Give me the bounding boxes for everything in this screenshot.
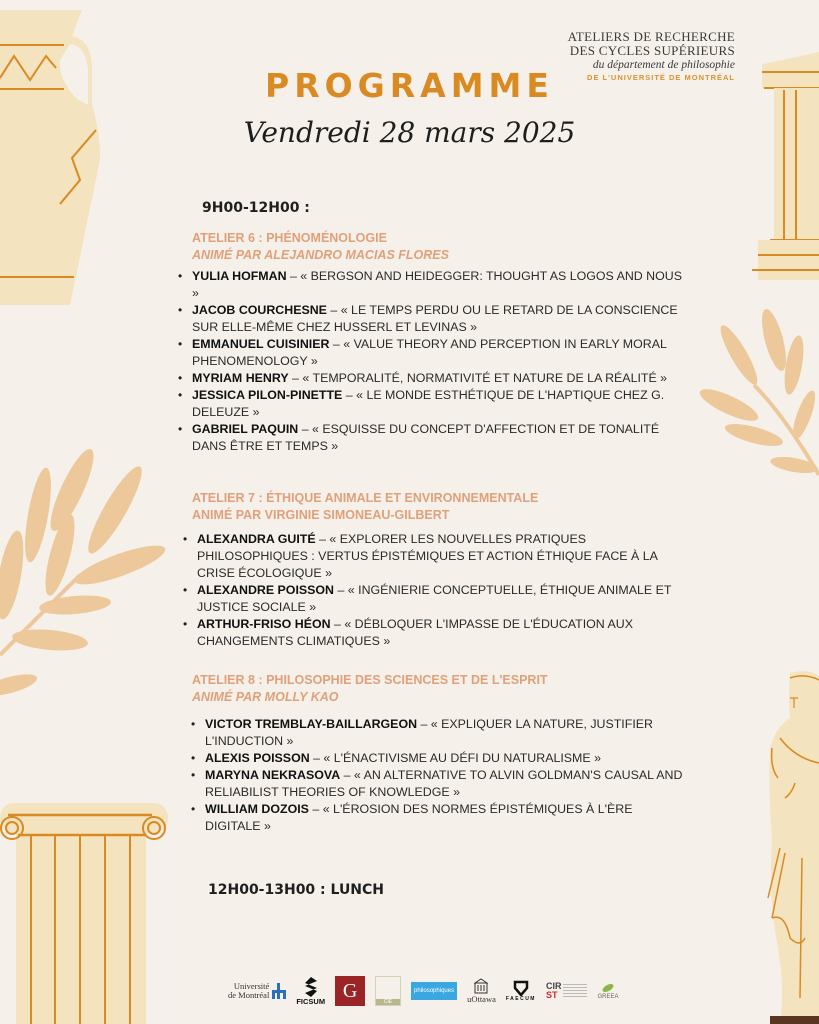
- list-item: [192, 387, 682, 421]
- list-item: [205, 750, 685, 767]
- faecum-text: FAECUM: [505, 996, 536, 1002]
- atelier-6-talks: [178, 268, 682, 455]
- list-item: [197, 616, 689, 650]
- speaker-name: VICTOR TREMBLAY-BAILLARGEON: [205, 717, 418, 731]
- philosophiques-logo: [411, 982, 457, 1000]
- amphora-illustration: [0, 0, 110, 310]
- uottawa-logo: [467, 978, 496, 1004]
- event-date: Vendredi 28 mars 2025: [243, 116, 576, 149]
- speaker-name: EMMANUEL CUISINIER: [192, 337, 330, 351]
- cirst-logo: [546, 982, 588, 1000]
- speaker-name: ARTHUR-FRISO HÉON: [197, 617, 331, 631]
- page-title: PROGRAMME: [265, 66, 554, 105]
- talk-title: – « AN ALTERNATIVE TO ALVIN GOLDMAN'S CAUSAL AND RELIABILIST THEORIES OF KNOWLEDGE »: [205, 768, 683, 799]
- list-item: [192, 302, 682, 336]
- ionic-column-illustration: [0, 795, 180, 1024]
- atelier-animator: ANIMÉ PAR VIRGINIE SIMONEAU-GILBERT: [192, 508, 450, 522]
- list-item: [197, 531, 689, 582]
- speaker-name: ALEXIS POISSON: [205, 751, 310, 765]
- talk-title: – « EXPLIQUER LA NATURE, JUSTIFIER L'INDUCTION »: [205, 717, 653, 748]
- talk-title: – « BERGSON AND HEIDEGGER: THOUGHT AS LOGOS AND NOUS »: [192, 269, 682, 300]
- organizer-line-2: DES CYCLES SUPÉRIEURS: [569, 43, 735, 58]
- olive-branch-right-illustration: [694, 295, 819, 485]
- speaker-name: WILLIAM DOZOIS: [205, 802, 309, 816]
- ficsum-logo: [296, 977, 325, 1006]
- list-item: [197, 582, 689, 616]
- cie-text: CIE: [376, 999, 400, 1005]
- atelier-7-heading: [192, 490, 538, 524]
- speaker-name: ALEXANDRA GUITÉ: [197, 532, 316, 546]
- atelier-7-talks: [183, 531, 689, 650]
- list-item: [192, 336, 682, 370]
- speaker-name: GABRIEL PAQUIN: [192, 422, 299, 436]
- g-mark: G: [342, 979, 358, 1002]
- speaker-name: MYRIAM HENRY: [192, 371, 289, 385]
- talk-title: – « DÉBLOQUER L'IMPASSE DE L'ÉDUCATION AUX CHANGEMENTS CLIMATIQUES »: [197, 617, 633, 648]
- speaker-name: YULIA HOFMAN: [192, 269, 287, 283]
- atelier-8-talks: [191, 716, 685, 835]
- list-item: [205, 767, 685, 801]
- talk-title: – « L'ÉNACTIVISME AU DÉFI DU NATURALISME »: [309, 751, 601, 765]
- list-item: [205, 716, 685, 750]
- atelier-animator: ANIMÉ PAR ALEJANDRO MACIAS FLORES: [192, 248, 449, 262]
- faecum-logo: [506, 980, 536, 1002]
- atelier-8-heading: [192, 672, 548, 706]
- philosophiques-text: philosophiques: [414, 988, 455, 994]
- atelier-animator: ANIMÉ PAR MOLLY KAO: [192, 690, 339, 704]
- list-item: [192, 268, 682, 302]
- speaker-name: JESSICA PILON-PINETTE: [192, 388, 343, 402]
- uottawa-text: uOttawa: [467, 994, 496, 1004]
- atelier-6-heading: [192, 230, 449, 264]
- cirst-top-text: CIR: [545, 981, 562, 991]
- talk-title: – « EXPLORER LES NOUVELLES PRATIQUES PHILOSOPHIQUES : VERTUS ÉPISTÉMIQUES ET ACTION ÉTHIQUE FACE À LA CRISE ÉCOLOGIQUE »: [197, 532, 658, 580]
- greea-logo: [597, 982, 618, 1000]
- talk-title: – « LE TEMPS PERDU OU LE RETARD DE LA CONSCIENCE SUR ELLE-MÊME CHEZ HUSSERL ET LEVINAS »: [192, 303, 678, 334]
- faecum-shield-icon: [513, 980, 529, 996]
- ficsum-emblem-icon: [304, 977, 318, 997]
- speaker-name: MARYNA NEKRASOVA: [205, 768, 341, 782]
- cie-logo: [375, 976, 401, 1006]
- morning-time-slot: 9H00-12H00 :: [202, 200, 310, 216]
- talk-title: – « INGÉNIERIE CONCEPTUELLE, ÉTHIQUE ANIMALE ET JUSTICE SOCIALE »: [197, 583, 672, 614]
- organizer-line-3: du département de philosophie: [592, 59, 735, 71]
- g-logo: [335, 976, 365, 1006]
- organizer-line-1: ATELIERS DE RECHERCHE: [567, 29, 735, 44]
- talk-title: – « TEMPORALITÉ, NORMATIVITÉ ET NATURE DE LA RÉALITÉ »: [288, 371, 668, 385]
- greea-text: GREEA: [597, 994, 619, 1000]
- organizer-line-4: DE L'UNIVERSITÉ DE MONTRÉAL: [587, 73, 735, 82]
- list-item: [192, 370, 682, 387]
- lunch-time-slot: 12H00-13H00 : LUNCH: [208, 882, 385, 898]
- atelier-title: ATELIER 8 : PHILOSOPHIE DES SCIENCES ET DE L'ESPRIT: [192, 673, 548, 687]
- list-item: [192, 421, 682, 455]
- talk-title: – « LE MONDE ESTHÉTIQUE DE L'HAPTIQUE CHEZ G. DELEUZE »: [192, 388, 665, 419]
- talk-title: – « ESQUISSE DU CONCEPT D'AFFECTION ET DE TONALITÉ DANS ÊTRE ET TEMPS »: [192, 422, 660, 453]
- talk-title: – « L'ÉROSION DES NORMES ÉPISTÉMIQUES À L'ÈRE DIGITALE »: [205, 802, 633, 833]
- statue-illustration: [760, 668, 819, 1024]
- sponsor-logos: [228, 976, 619, 1006]
- speaker-name: ALEXANDRE POISSON: [197, 583, 335, 597]
- uottawa-building-icon: [474, 978, 488, 994]
- udem-line-1: Université: [233, 981, 270, 991]
- talk-title: – « VALUE THEORY AND PERCEPTION IN EARLY MORAL PHENOMENOLOGY »: [192, 337, 667, 368]
- udem-emblem-icon: [272, 983, 286, 999]
- ficsum-text: FICSUM: [296, 996, 326, 1006]
- cirst-bottom-text: ST: [545, 990, 558, 1000]
- list-item: [205, 801, 685, 835]
- udem-logo: [228, 982, 286, 1000]
- atelier-title: ATELIER 6 : PHÉNOMÉNOLOGIE: [192, 231, 387, 245]
- olive-branch-left-illustration: [0, 445, 170, 700]
- speaker-name: JACOB COURCHESNE: [192, 303, 327, 317]
- atelier-title: ATELIER 7 : ÉTHIQUE ANIMALE ET ENVIRONNEMENTALE: [192, 491, 539, 505]
- udem-line-2: de Montréal: [228, 990, 270, 1000]
- greea-leaf-icon: [601, 982, 615, 994]
